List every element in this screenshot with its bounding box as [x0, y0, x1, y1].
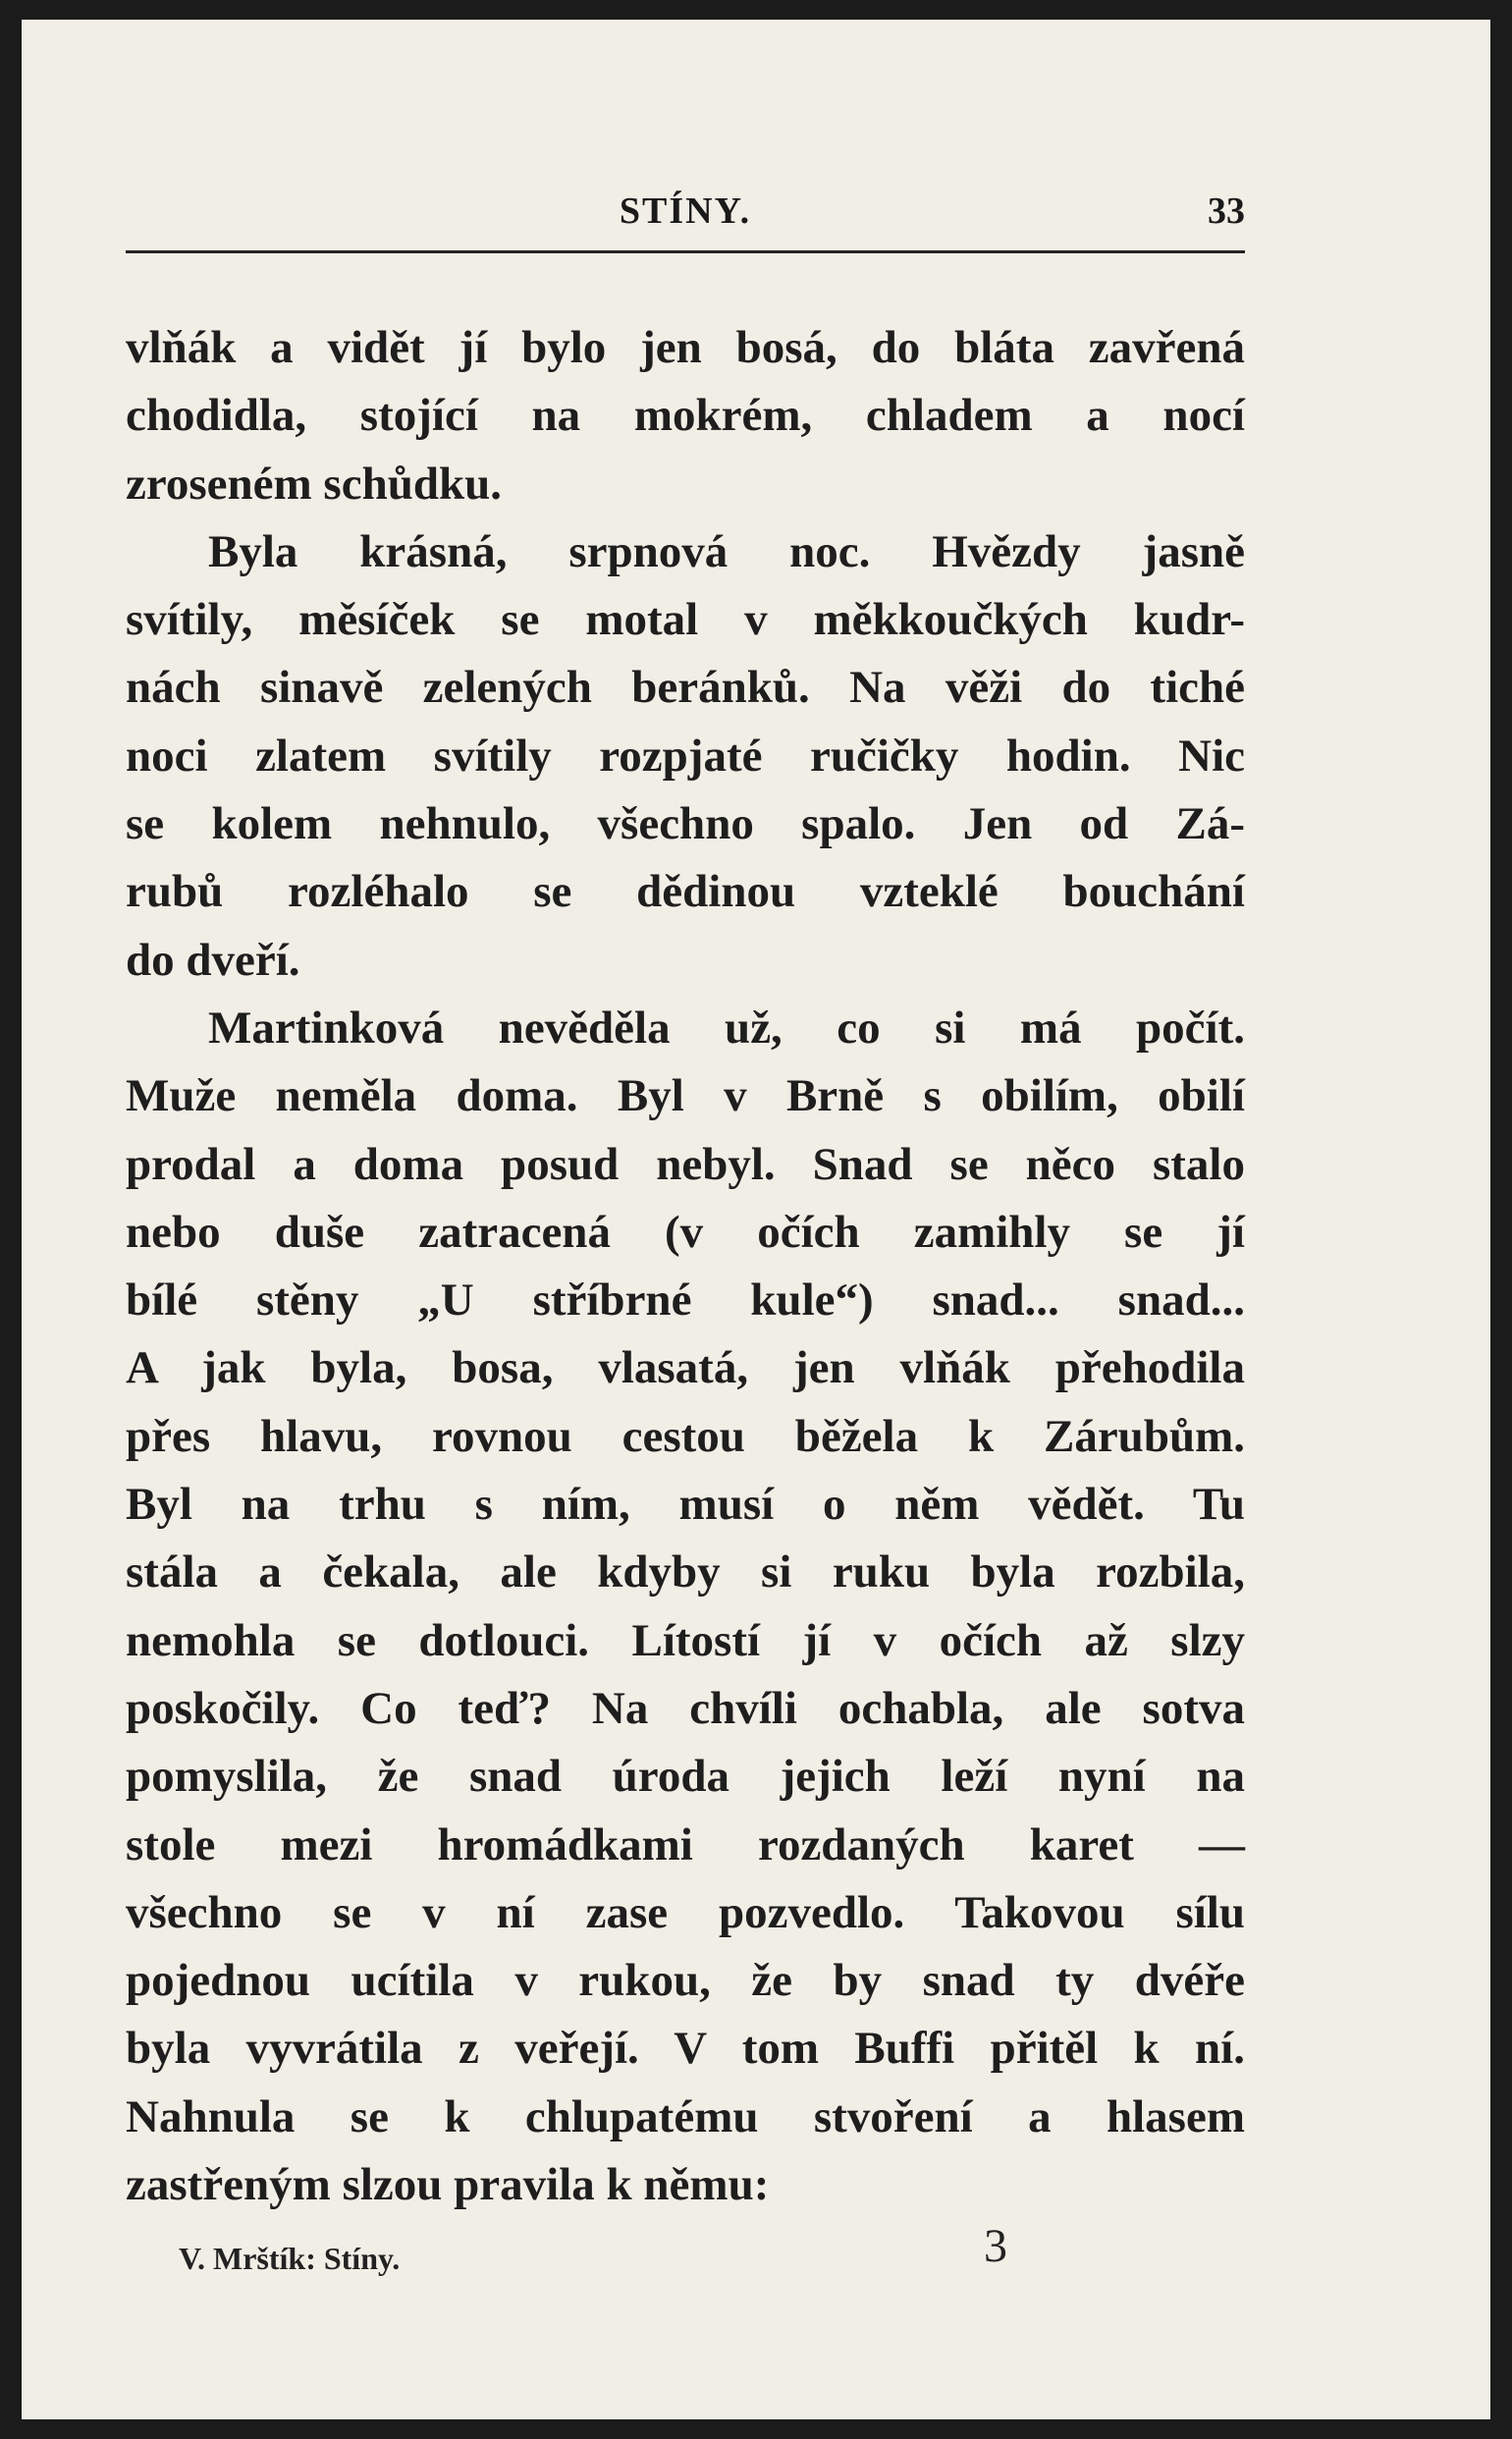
text-line: noci zlatem svítily rozpjaté ručičky hodin. Nic	[126, 730, 1245, 782]
text-line: rubů rozléhalo se dědinou vzteklé bouchání	[126, 866, 1245, 918]
page-header	[126, 182, 1245, 253]
body-text	[126, 314, 1245, 2219]
text-line: A jak byla, bosa, vlasatá, jen vlňák přehodila	[126, 1342, 1245, 1394]
text-line: stála a čekala, ale kdyby si ruku byla rozbila,	[126, 1546, 1245, 1599]
text-line: byla vyvrátila z veřejí. V tom Buffi přitěl k ní.	[126, 2023, 1245, 2075]
text-line: pomyslila, že snad úroda jejich leží nyní na	[126, 1751, 1245, 1803]
page-number: 33	[1208, 190, 1245, 232]
text-line: stole mezi hromádkami rozdaných karet —	[126, 1818, 1245, 1870]
footer-signature: V. Mrštík: Stíny.	[179, 2241, 401, 2276]
text-line: chodidla, stojící na mokrém, chladem a nocí	[126, 390, 1245, 442]
text-line: nebo duše zatracená (v očích zamihly se jí	[126, 1206, 1245, 1258]
text-line: všechno se v ní zase pozvedlo. Takovou sílu	[126, 1886, 1245, 1938]
text-line: poskočily. Co teď? Na chvíli ochabla, ale sotva	[126, 1682, 1245, 1734]
text-line: Nahnula se k chlupatému stvoření a hlasem	[126, 2090, 1245, 2142]
text-line: Byla krásná, srpnová noc. Hvězdy jasně	[208, 525, 1245, 577]
text-line: přes hlavu, rovnou cestou běžela k Zárubům.	[126, 1410, 1245, 1462]
sheet-mark: 3	[984, 2220, 1007, 2272]
book-page	[22, 20, 1490, 2419]
text-line: zastřeným slzou pravila k němu:	[126, 2159, 770, 2211]
text-line: pojednou ucítila v rukou, že by snad ty dvéře	[126, 1955, 1245, 2007]
text-line: Martinková nevěděla už, co si má počít.	[208, 1002, 1245, 1054]
text-line: zroseném schůdku.	[126, 458, 503, 510]
running-title: STÍNY.	[619, 190, 752, 232]
text-line: Muže neměla doma. Byl v Brně s obilím, obilí	[126, 1070, 1245, 1122]
text-line: nách sinavě zelených beránků. Na věži do tiché	[126, 662, 1245, 714]
text-line: svítily, měsíček se motal v měkkoučkých kudr-	[126, 594, 1245, 646]
text-line: bílé stěny „U stříbrné kule“) snad... snad...	[126, 1274, 1245, 1327]
text-line: nemohla se dotlouci. Lítostí jí v očích až slzy	[126, 1614, 1245, 1666]
text-line: se kolem nehnulo, všechno spalo. Jen od Zá-	[126, 798, 1245, 850]
text-line: prodal a doma posud nebyl. Snad se něco stalo	[126, 1138, 1245, 1190]
text-line: vlňák a vidět jí bylo jen bosá, do bláta zavřená	[126, 322, 1245, 373]
text-line: Byl na trhu s ním, musí o něm vědět. Tu	[126, 1479, 1245, 1531]
text-line: do dveří.	[126, 934, 300, 986]
